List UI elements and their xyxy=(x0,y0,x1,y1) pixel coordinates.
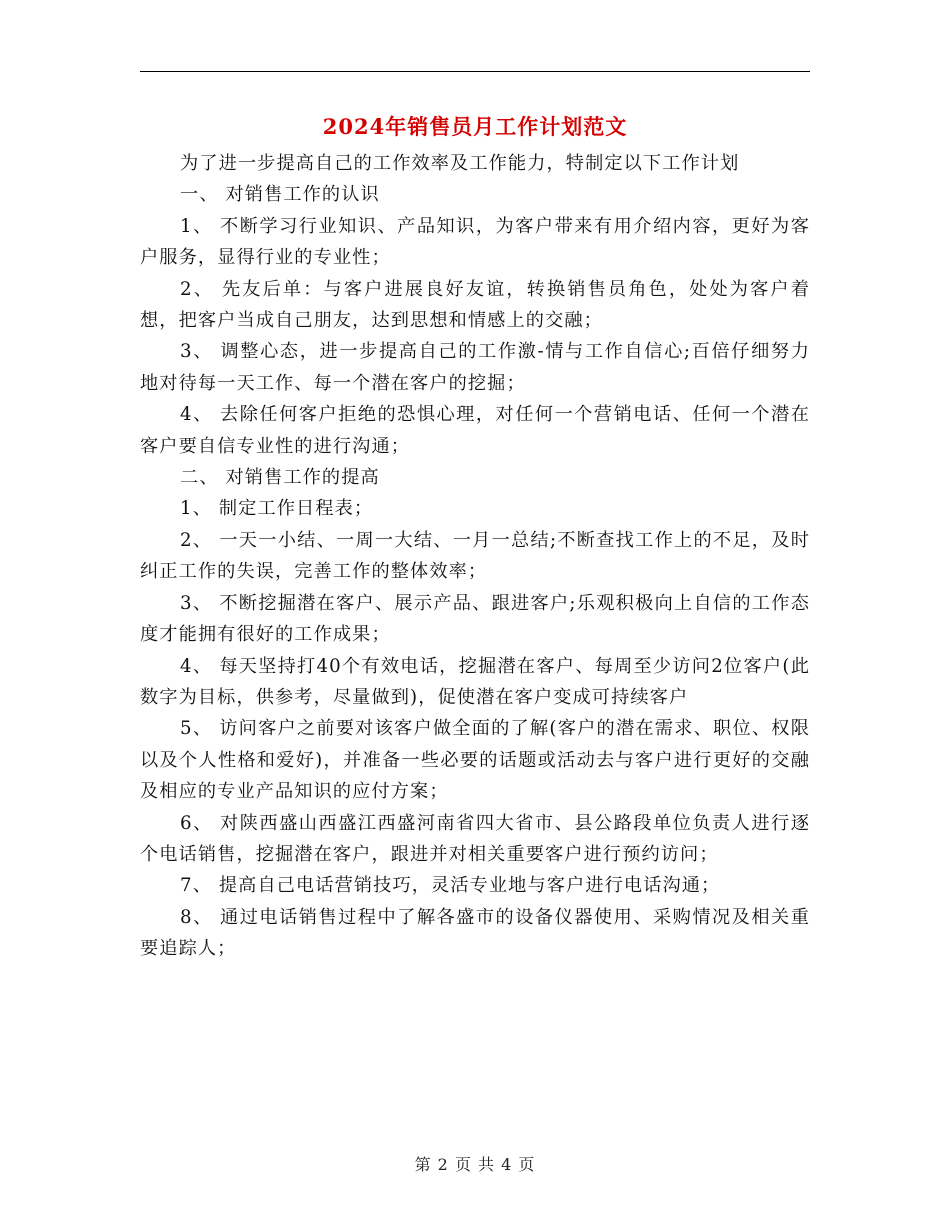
paragraph: 7、 提高自己电话营销技巧，灵活专业地与客户进行电话沟通； xyxy=(180,875,721,897)
paragraph: 4、 每天坚持打40个有效电话，挖掘潜在客户、每周至少访问2位客户(此数字为目标，供参考，尽量做到)，促使潜在客户变成可持续客户 xyxy=(140,655,810,708)
header-rule xyxy=(140,71,810,72)
section-heading: 二、 对销售工作的提高 xyxy=(180,467,380,489)
document-body xyxy=(140,148,810,965)
paragraph: 为了进一步提高自己的工作效率及工作能力，特制定以下工作计划 xyxy=(180,153,740,174)
paragraph: 3、 不断挖掘潜在客户、展示产品、跟进客户;乐观积极向上自信的工作态度才能拥有很好的工作成果； xyxy=(140,592,810,646)
section-heading: 一、 对销售工作的认识 xyxy=(180,184,380,206)
paragraph: 1、 不断学习行业知识、产品知识，为客户带来有用介绍内容，更好为客户服务，显得行业的专业性； xyxy=(140,215,810,269)
paragraph: 1、 制定工作日程表； xyxy=(180,498,374,520)
document-title: 2024年销售员月工作计划范文 xyxy=(322,114,628,139)
paragraph: 2、 先友后单：与客户进展良好友谊，转换销售员角色，处处为客户着想，把客户当成自己朋友，达到思想和情感上的交融； xyxy=(140,278,810,332)
paragraph: 4、 去除任何客户拒绝的恐惧心理，对任何一个营销电话、任何一个潜在客户要自信专业性的进行沟通； xyxy=(140,404,810,457)
paragraph: 5、 访问客户之前要对该客户做全面的了解(客户的潜在需求、职位、权限以及个人性格和爱好)，并准备一些必要的话题或活动去与客户进行更好的交融及相应的专业产品知识的应付方案； xyxy=(140,718,810,803)
paragraph: 8、 通过电话销售过程中了解各盛市的设备仪器使用、采购情况及相关重要追踪人； xyxy=(140,906,810,960)
paragraph: 2、 一天一小结、一周一大结、一月一总结;不断查找工作上的不足，及时纠正工作的失误，完善工作的整体效率； xyxy=(140,529,810,583)
paragraph: 3、 调整心态，进一步提高自己的工作激-情与工作自信心;百倍仔细努力地对待每一天工作、每一个潜在客户的挖掘； xyxy=(140,341,810,394)
page-number: 第 2 页 共 4 页 xyxy=(414,1155,536,1174)
paragraph: 6、 对陕西盛山西盛江西盛河南省四大省市、县公路段单位负责人进行逐个电话销售，挖掘潜在客户，跟进并对相关重要客户进行预约访问； xyxy=(140,812,810,865)
